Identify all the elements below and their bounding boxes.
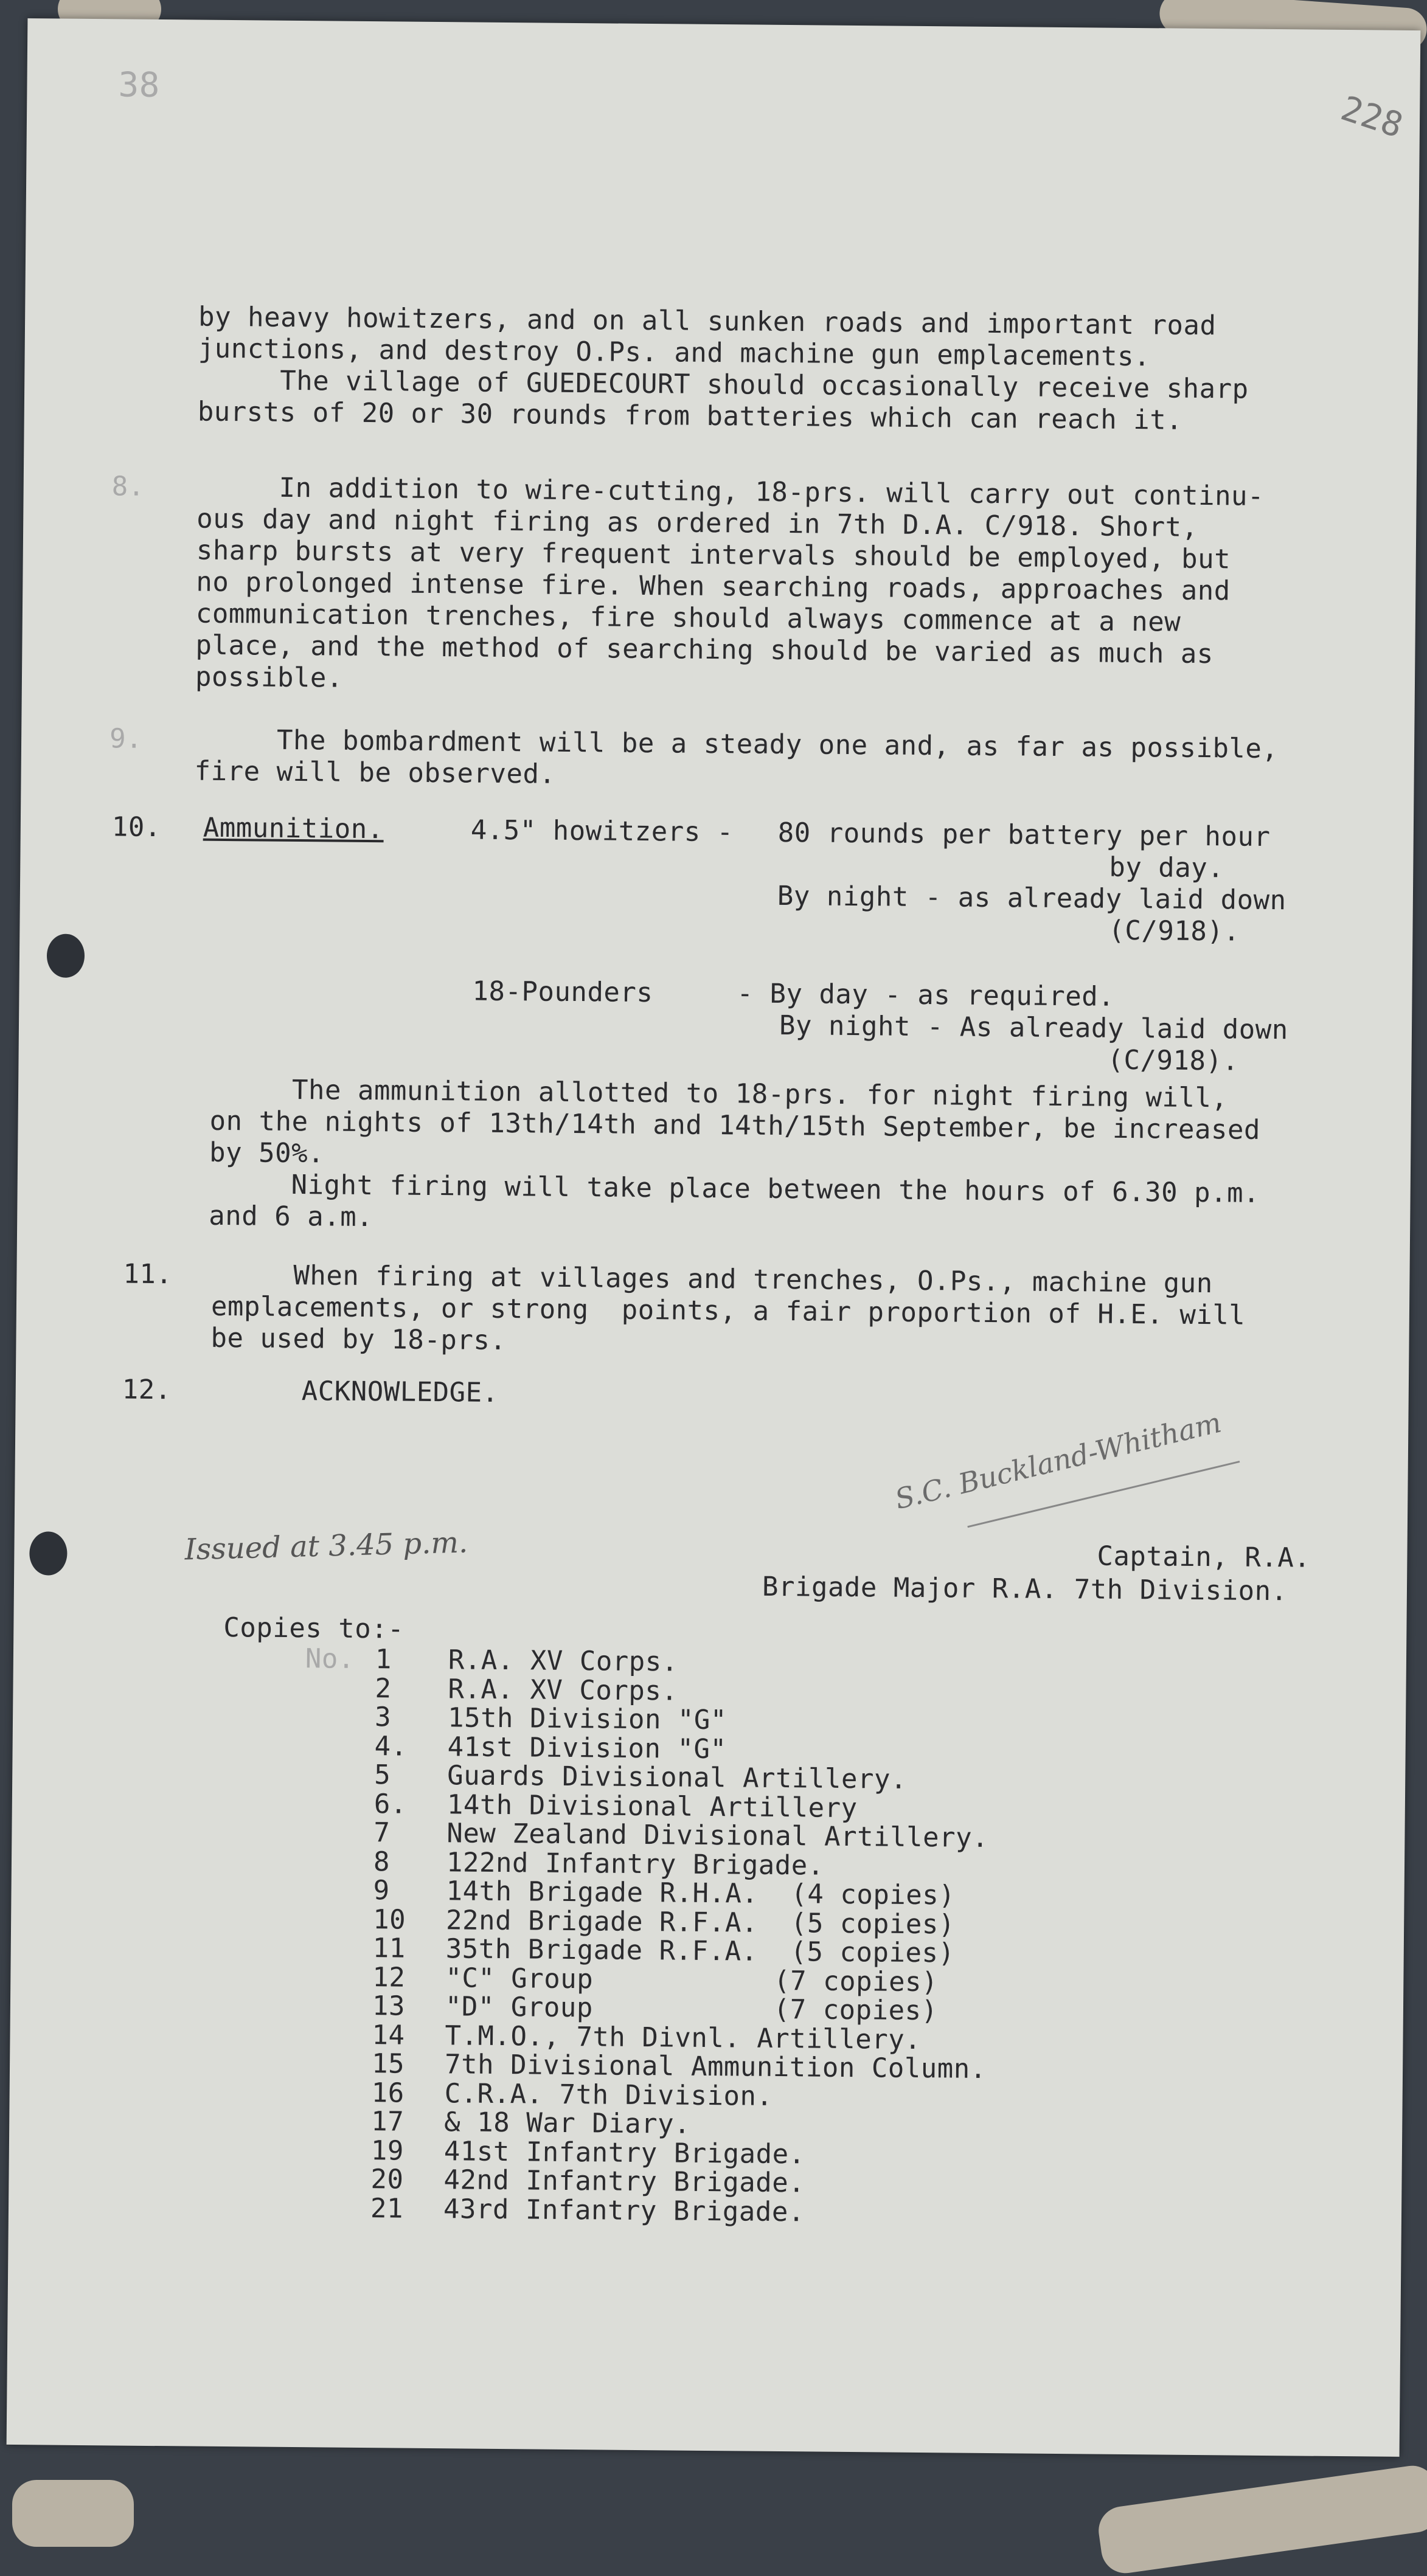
copy-number: 13	[372, 1990, 406, 2022]
signatory-title: Brigade Major R.A. 7th Division.	[762, 1571, 1288, 1607]
handwritten-signature: S.C. Buckland-Whitham	[892, 1405, 1224, 1516]
copy-recipient: New Zealand Divisional Artillery.	[446, 1818, 989, 1854]
copy-number: 10	[372, 1904, 406, 1936]
copies-heading: Copies to:-	[223, 1612, 404, 1645]
copy-recipient: Guards Divisional Artillery.	[447, 1760, 908, 1795]
pounder-night-ref: (C/918).	[1107, 1044, 1239, 1077]
text-line: on the nights of 13th/14th and 14th/15th September, be increased	[209, 1105, 1261, 1146]
copy-number: 15	[371, 2048, 405, 2080]
howitzer-day-rate-cont: by day.	[1109, 851, 1224, 884]
text-line: sharp bursts at very frequent intervals should be employed, but	[196, 535, 1231, 575]
copy-recipient: 42nd Infantry Brigade.	[443, 2164, 805, 2199]
text-line: junctions, and destroy O.Ps. and machine gun emplacements.	[198, 333, 1151, 373]
copy-number: 3	[374, 1702, 392, 1733]
document-page	[7, 18, 1421, 2457]
copy-number: 17	[371, 2106, 404, 2138]
copy-recipient: 22nd Brigade R.F.A. (5 copies)	[445, 1905, 956, 1941]
text-line: no prolonged intense fire. When searching roads, approaches and	[196, 566, 1231, 607]
copies-no-label: No.	[305, 1643, 355, 1675]
binder-tape	[12, 2480, 134, 2547]
paragraph-number: 8.	[111, 471, 145, 502]
copy-number: 19	[370, 2135, 404, 2167]
copy-number: 6.	[373, 1788, 408, 1820]
copy-recipient: 7th Divisional Ammunition Column.	[444, 2049, 987, 2085]
copy-number: 9	[373, 1875, 390, 1906]
issued-time-handwritten: Issued at 3.45 p.m.	[184, 1525, 468, 1567]
text-line: emplacements, or strong points, a fair proportion of H.E. will	[210, 1290, 1246, 1331]
punch-hole	[29, 1531, 68, 1576]
copy-number: 4.	[374, 1731, 408, 1762]
copy-number: 16	[371, 2077, 404, 2109]
copy-recipient: 14th Divisional Artillery	[446, 1789, 858, 1824]
text-line: Night firing will take place between the hours of 6.30 p.m.	[209, 1168, 1260, 1209]
text-line: The village of GUEDECOURT should occasionally receive sharp	[198, 364, 1249, 405]
text-line: The bombardment will be a steady one and, as far as possible,	[194, 724, 1279, 765]
copy-number: 12	[372, 1962, 406, 1993]
copy-recipient: 43rd Infantry Brigade.	[443, 2193, 805, 2228]
text-line: and 6 a.m.	[209, 1200, 373, 1233]
paragraph-number: 10.	[111, 811, 162, 843]
copy-recipient: R.A. XV Corps.	[448, 1644, 679, 1678]
page-number-right: 228	[1336, 88, 1408, 147]
copy-number: 5	[374, 1759, 391, 1791]
copy-recipient: 122nd Infantry Brigade.	[446, 1847, 824, 1882]
copy-recipient: 14th Brigade R.H.A. (4 copies)	[446, 1875, 956, 1911]
text-line: by heavy howitzers, and on all sunken roads and important road	[198, 301, 1217, 342]
text-line: When firing at villages and trenches, O.Ps., machine gun	[211, 1259, 1213, 1300]
howitzer-label: 4.5" howitzers -	[470, 814, 734, 848]
howitzer-day-rate: 80 rounds per battery per hour	[777, 817, 1271, 853]
copy-number: 20	[370, 2164, 404, 2195]
copy-recipient: & 18 War Diary.	[444, 2107, 691, 2140]
pounder-label: 18-Pounders	[472, 975, 653, 1009]
copy-number: 21	[370, 2193, 404, 2225]
page-number-left: 38	[118, 65, 161, 105]
text-line: In addition to wire-cutting, 18-prs. will carry out continu-	[196, 471, 1265, 512]
text-line: place, and the method of searching should be varied as much as	[195, 629, 1214, 670]
acknowledge-text: ACKNOWLEDGE.	[301, 1376, 499, 1408]
copy-number: 1	[375, 1644, 392, 1675]
copy-number: 11	[372, 1933, 406, 1964]
copy-number: 2	[375, 1673, 392, 1705]
copy-recipient: "D" Group (7 copies)	[445, 1991, 938, 2027]
pounder-day-rate: - By day - as required.	[737, 978, 1115, 1013]
copy-number: 14	[372, 2020, 405, 2051]
text-line: communication trenches, fire should always commence at a new	[195, 598, 1181, 638]
text-line: ous day and night firing as ordered in 7th D.A. C/918. Short,	[196, 503, 1198, 543]
text-line: bursts of 20 or 30 rounds from batteries which can reach it.	[197, 396, 1183, 436]
howitzer-night-ref: (C/918).	[1108, 915, 1240, 947]
copy-recipient: 35th Brigade R.F.A. (5 copies)	[445, 1933, 955, 1969]
ammunition-heading: Ammunition.	[203, 812, 384, 845]
paragraph-number: 12.	[122, 1374, 172, 1406]
copy-number: 7	[373, 1817, 391, 1849]
copy-number: 8	[373, 1846, 391, 1878]
text-line: by 50%.	[209, 1137, 325, 1169]
text-line: fire will be observed.	[194, 755, 556, 790]
copy-recipient: 41st Infantry Brigade.	[443, 2136, 805, 2170]
punch-hole	[47, 933, 85, 978]
paragraph-number: 11.	[123, 1258, 173, 1290]
copy-recipient: T.M.O., 7th Divnl. Artillery.	[445, 2020, 922, 2056]
text-line: The ammunition allotted to 18-prs. for night firing will,	[209, 1073, 1228, 1114]
copy-recipient: 41st Division "G"	[447, 1731, 727, 1765]
binder-tape	[1095, 2463, 1427, 2576]
howitzer-night-rate: By night - as already laid down	[777, 880, 1286, 916]
signatory-rank: Captain, R.A.	[1097, 1540, 1311, 1574]
text-line: be used by 18-prs.	[210, 1322, 507, 1357]
text-line: possible.	[195, 661, 344, 694]
copy-recipient: 15th Division "G"	[447, 1702, 727, 1736]
copy-recipient: "C" Group (7 copies)	[445, 1962, 939, 1998]
paragraph-number: 9.	[109, 723, 143, 755]
pounder-night-rate: By night - As already laid down	[779, 1009, 1288, 1046]
copy-recipient: R.A. XV Corps.	[448, 1674, 678, 1707]
copy-recipient: C.R.A. 7th Division.	[444, 2078, 773, 2112]
